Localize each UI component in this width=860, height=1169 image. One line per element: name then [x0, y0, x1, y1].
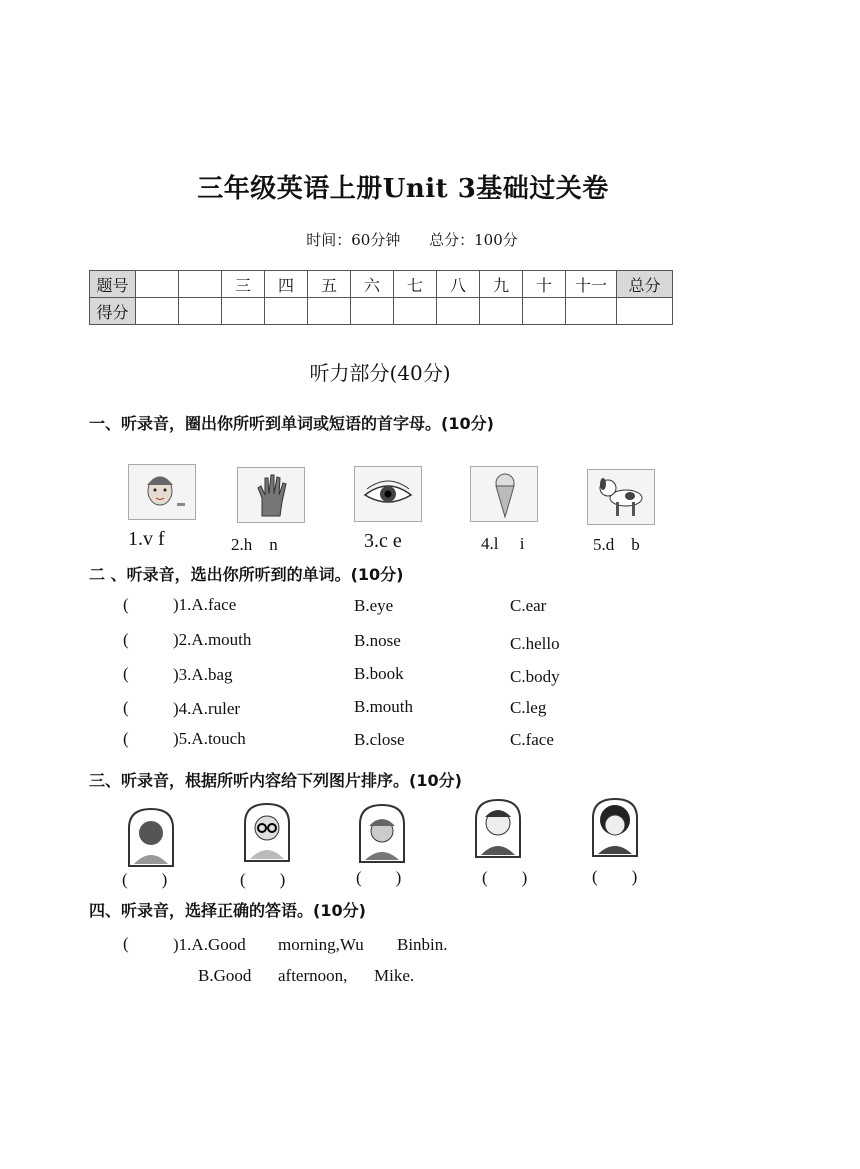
score-cell[interactable] [523, 298, 566, 325]
score-table-score-row [90, 298, 673, 325]
col-header [179, 271, 222, 298]
order-blank[interactable]: ( ) [240, 870, 286, 889]
option-c: C.ear [510, 596, 547, 615]
option-b: B.close [354, 730, 405, 749]
option-b: B.eye [354, 596, 394, 615]
answer-blank[interactable]: ( [123, 630, 129, 649]
score-cell[interactable] [308, 298, 351, 325]
score-table [89, 270, 673, 325]
exam-time: 时间：60分钟 [306, 231, 401, 249]
child-portrait-icon [126, 806, 176, 868]
order-blank[interactable]: ( ) [592, 867, 638, 886]
girl-glasses-portrait-icon [242, 801, 292, 863]
hand-picture-icon [237, 467, 305, 523]
option-c: C.face [510, 730, 554, 749]
q3-heading: 三、听录音，根据所听内容给下列图片排序。(10分) [89, 771, 462, 790]
exam-meta [0, 229, 824, 250]
page-title: 三年级英语上册Unit 3基础过关卷 [197, 174, 609, 204]
col-header: 九 [480, 271, 523, 298]
eye-picture-icon [354, 466, 422, 522]
col-header-total: 总分 [617, 271, 673, 298]
col-header: 三 [222, 271, 265, 298]
option-b: B.mouth [354, 697, 414, 716]
order-blank[interactable]: ( ) [482, 868, 528, 887]
q1-option: 1.v f [128, 528, 165, 550]
face-picture-icon [128, 464, 196, 520]
answer-blank[interactable]: ( [123, 664, 129, 683]
score-cell[interactable] [179, 298, 222, 325]
answer-blank[interactable]: ( [123, 729, 129, 748]
q4-option-b-part: afternoon, [278, 966, 348, 985]
score-cell[interactable] [566, 298, 617, 325]
option-b: B.nose [354, 631, 401, 650]
col-header: 十一 [566, 271, 617, 298]
col-header: 七 [394, 271, 437, 298]
q4-option-a-part: morning,Wu [278, 935, 364, 954]
option-a: )5.A.touch [173, 729, 246, 748]
col-header: 十 [523, 271, 566, 298]
answer-blank[interactable]: ( [123, 934, 129, 953]
option-b: B.book [354, 664, 404, 683]
boy-cap-portrait-icon [357, 802, 407, 864]
q1-option: 3.c e [364, 530, 402, 552]
option-c: C.hello [510, 634, 560, 653]
order-blank[interactable]: ( ) [356, 868, 402, 887]
q2-heading: 二 、听录音，选出你所听到的单词。(10分) [89, 565, 404, 584]
girl-curly-portrait-icon [590, 796, 640, 858]
q4-option-a-part: )1.A.Good [173, 935, 246, 954]
answer-blank[interactable]: ( [123, 595, 129, 614]
dog-picture-icon [587, 469, 655, 525]
score-cell[interactable] [480, 298, 523, 325]
q4-option-b-part: B.Good [198, 966, 252, 985]
score-cell[interactable] [351, 298, 394, 325]
col-header: 六 [351, 271, 394, 298]
score-cell[interactable] [437, 298, 480, 325]
ice-cream-picture-icon [470, 466, 538, 522]
option-a: )1.A.face [173, 595, 237, 614]
score-table-header-row [90, 271, 673, 298]
option-a: )2.A.mouth [173, 630, 252, 649]
option-a: )4.A.ruler [173, 699, 241, 718]
col-header: 八 [437, 271, 480, 298]
q4-option-b-part: Mike. [374, 966, 415, 985]
answer-blank[interactable]: ( [123, 698, 129, 717]
q1-heading: 一、听录音，圈出你所听到单词或短语的首字母。(10分) [89, 414, 494, 433]
row-label-question: 题号 [90, 271, 136, 298]
score-cell[interactable] [222, 298, 265, 325]
listening-section-title: 听力部分(40分) [309, 361, 451, 385]
score-cell[interactable] [394, 298, 437, 325]
q1-option: 4.l i [481, 534, 525, 553]
exam-total: 总分：100分 [429, 231, 518, 249]
q1-option: 5.d b [593, 535, 640, 554]
q4-heading: 四、听录音，选择正确的答语。(10分) [89, 901, 366, 920]
col-header: 四 [265, 271, 308, 298]
score-cell[interactable] [136, 298, 179, 325]
boy-hand-portrait-icon [473, 797, 523, 859]
q4-option-a-part: Binbin. [397, 935, 448, 954]
q1-option: 2.h n [231, 535, 278, 554]
option-a: )3.A.bag [173, 665, 233, 684]
score-cell-total[interactable] [617, 298, 673, 325]
col-header [136, 271, 179, 298]
row-label-score: 得分 [90, 298, 136, 325]
score-cell[interactable] [265, 298, 308, 325]
order-blank[interactable]: ( ) [122, 870, 168, 889]
option-c: C.body [510, 667, 560, 686]
option-c: C.leg [510, 698, 547, 717]
col-header: 五 [308, 271, 351, 298]
